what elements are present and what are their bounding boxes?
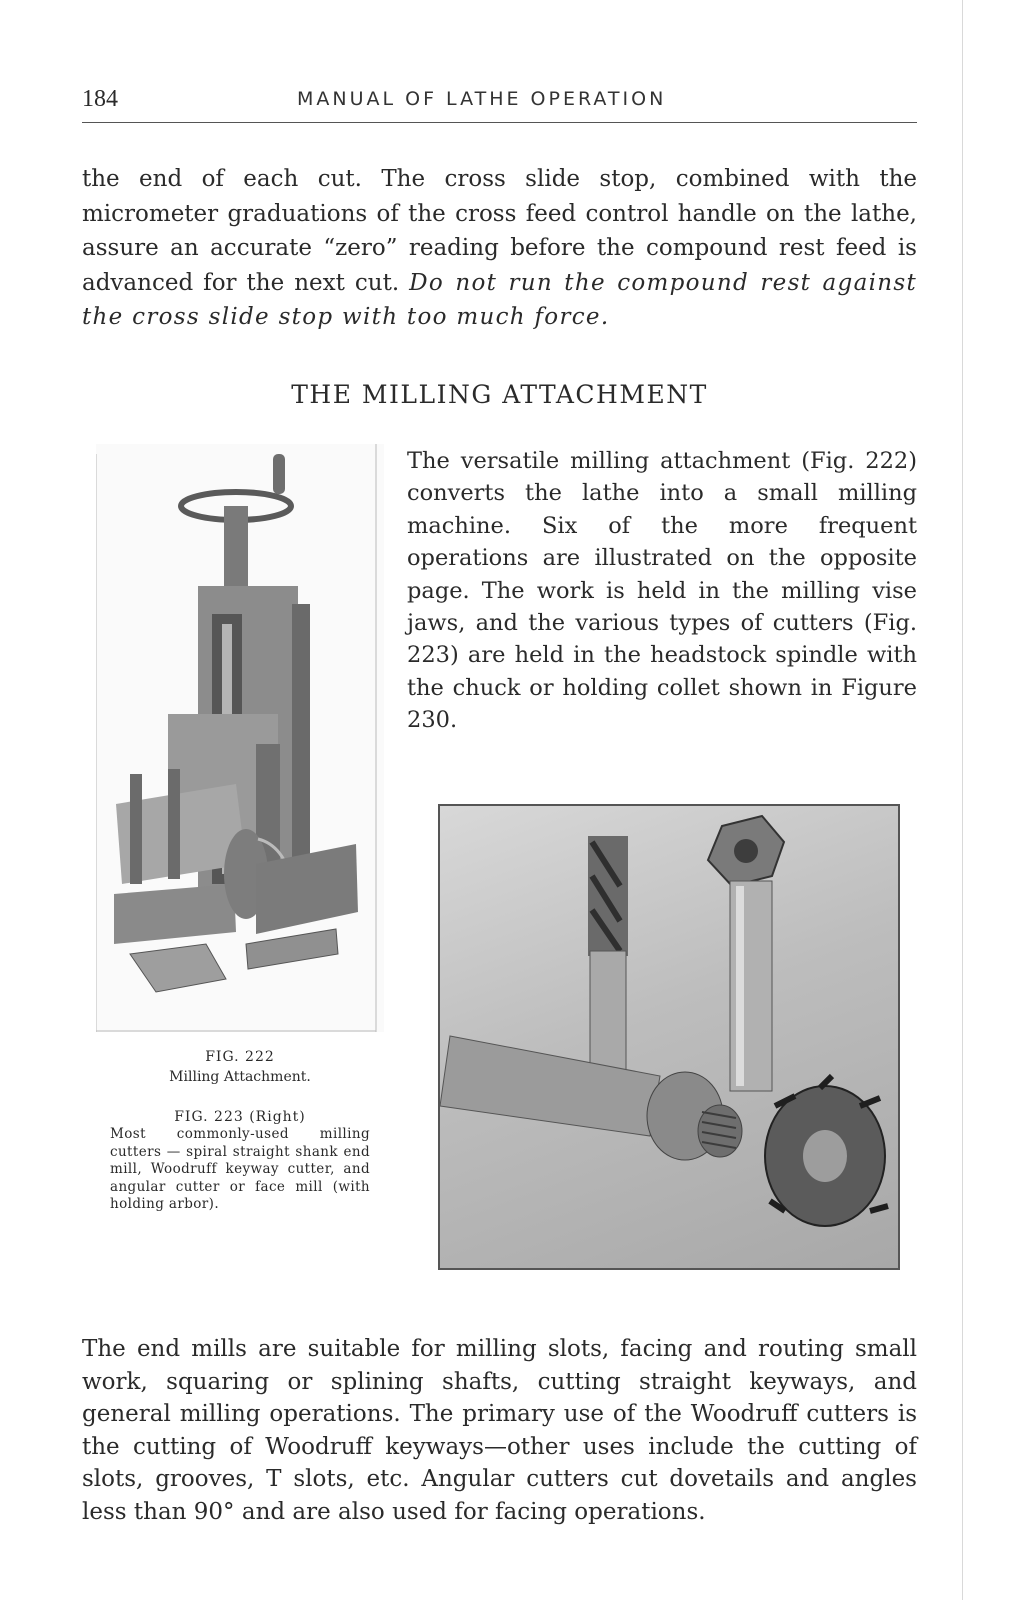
page-edge-line xyxy=(962,0,963,1600)
section-heading: THE MILLING ATTACHMENT xyxy=(291,380,708,409)
figure-223-caption-text: Most commonly-used milling cutters — spiral straight shank end mill, Woodruff keyway cutter, and angular cutter or face mill (with holding arbor). xyxy=(110,1126,370,1212)
milling-attachment-drawing xyxy=(96,444,384,1032)
intro-paragraph xyxy=(82,162,917,335)
intro-warning: Do not run the compound rest against the cross slide stop with too much force. xyxy=(82,269,917,330)
figure-222-caption-text: Milling Attachment. xyxy=(169,1069,311,1085)
intro-text: the end of each cut. The cross slide stop, combined with the micrometer graduations of the cross feed control handle on the lathe, assure an accurate “zero” reading before the compound rest feed is advanced for the next cut. xyxy=(82,166,917,296)
end-mills-paragraph: The end mills are suitable for milling slots, facing and routing small work, squaring or splining shafts, cutting straight keyways, and general milling operations. The primary use of the Woodruff cutters is the cutting of Woodruff keyways—other uses include the cutting of slots, grooves, T slots, etc. Angular cutters cut dovetails and angles less than 90° and are also used for facing operations. xyxy=(82,1336,917,1525)
header-rule xyxy=(82,122,917,123)
figure-223-label xyxy=(96,1107,384,1127)
page-header xyxy=(82,80,917,122)
milling-cutters-photo xyxy=(440,806,898,1268)
running-head: MANUAL OF LATHE OPERATION xyxy=(297,88,667,110)
milling-attachment-paragraph: The versatile milling attachment (Fig. 222) converts the lathe into a small milling machine. Six of the more frequent operations are illustrated on the opposite page. The work is held in the milling vise jaws, and the various types of cutters (Fig. 223) are held in the headstock spindle with the chuck or holding collet shown in Figure 230. xyxy=(407,448,917,734)
page-number: 184 xyxy=(82,86,118,112)
figure-222-milling-attachment xyxy=(96,444,384,1032)
figure-223-milling-cutters xyxy=(438,804,900,1270)
figure-222-caption xyxy=(96,1047,384,1087)
figure-222-label: FIG. 222 xyxy=(205,1049,275,1065)
figure-223-label-text: FIG. 223 (Right) xyxy=(174,1109,306,1125)
